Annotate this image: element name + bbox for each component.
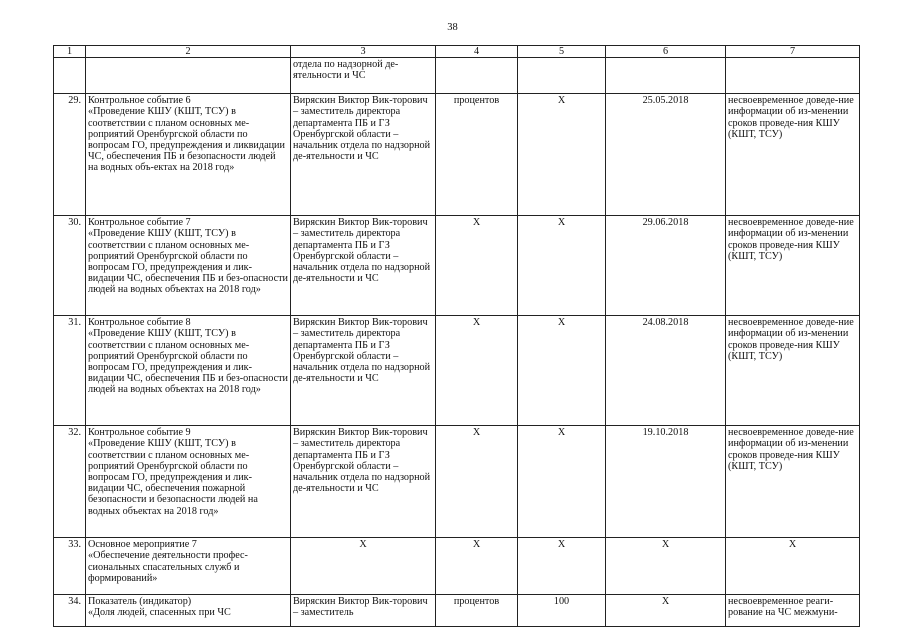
date-cell: Х	[606, 538, 726, 595]
unit-cell: Х	[436, 426, 518, 538]
event-cell: Показатель (индикатор) «Доля людей, спасенных при ЧС	[86, 595, 291, 627]
date-cell: 25.05.2018	[606, 94, 726, 216]
value-cell: Х	[518, 216, 606, 316]
row-number-cell	[54, 58, 86, 94]
value-cell	[518, 58, 606, 94]
responsible-cell: Х	[291, 538, 436, 595]
unit-cell: Х	[436, 316, 518, 426]
event-cell: Контрольное событие 6 «Проведение КШУ (КШТ, ТСУ) в соответствии с планом основных ме-роприятий Оренбургской области по вопросам ГО, предупреждения и ликвидации ЧС, обеспечения ПБ и безопасности людей на водных объ-ектах на 2018 год»	[86, 94, 291, 216]
unit-cell: процентов	[436, 94, 518, 216]
column-number: 4	[436, 46, 518, 58]
risk-cell: Х	[726, 538, 860, 595]
responsible-cell: Виряскин Виктор Вик-торович – заместитель директора департамента ПБ и ГЗ Оренбургской области – начальник отдела по надзорной де-ятельности и ЧС	[291, 426, 436, 538]
value-cell: Х	[518, 94, 606, 216]
risk-cell: несвоевременное доведе-ние информации об из-менении сроков проведе-ния КШУ (КШТ, ТСУ)	[726, 94, 860, 216]
column-number: 2	[86, 46, 291, 58]
risk-cell: несвоевременное доведе-ние информации об из-менении сроков проведе-ния КШУ (КШТ, ТСУ)	[726, 216, 860, 316]
row-number-cell: 30.	[54, 216, 86, 316]
unit-cell: процентов	[436, 595, 518, 627]
event-cell	[86, 58, 291, 94]
unit-cell	[436, 58, 518, 94]
risk-cell: несвоевременное доведе-ние информации об из-менении сроков проведе-ния КШУ (КШТ, ТСУ)	[726, 316, 860, 426]
risk-cell: несвоевременное реаги-рование на ЧС межмуни-	[726, 595, 860, 627]
row-number-cell: 32.	[54, 426, 86, 538]
unit-cell: Х	[436, 538, 518, 595]
event-cell: Контрольное событие 8 «Проведение КШУ (КШТ, ТСУ) в соответствии с планом основных ме-роприятий Оренбургской области по вопросам ГО, предупреждения и лик-видации ЧС, обеспечения ПБ и без-опасности людей на водных объектах на 2018 год»	[86, 316, 291, 426]
responsible-cell: Виряскин Виктор Вик-торович – заместитель	[291, 595, 436, 627]
column-number: 1	[54, 46, 86, 58]
event-cell: Контрольное событие 7 «Проведение КШУ (КШТ, ТСУ) в соответствии с планом основных ме-роприятий Оренбургской области по вопросам ГО, предупреждения и лик-видации ЧС, обеспечения ПБ и без-опасности людей на водных объектах на 2018 год»	[86, 216, 291, 316]
date-cell: Х	[606, 595, 726, 627]
column-number: 3	[291, 46, 436, 58]
value-cell: Х	[518, 316, 606, 426]
unit-cell: Х	[436, 216, 518, 316]
table-row	[54, 94, 860, 216]
page-number: 38	[447, 22, 458, 33]
row-number-cell: 31.	[54, 316, 86, 426]
table-row	[54, 538, 860, 595]
value-cell: Х	[518, 426, 606, 538]
date-cell: 19.10.2018	[606, 426, 726, 538]
date-cell: 29.06.2018	[606, 216, 726, 316]
row-number-cell: 34.	[54, 595, 86, 627]
row-number-cell: 29.	[54, 94, 86, 216]
event-cell: Контрольное событие 9 «Проведение КШУ (КШТ, ТСУ) в соответствии с планом основных ме-роприятий Оренбургской области по вопросам ГО, предупреждения и лик-видации ЧС, обеспечения пожарной безопасности и безопасности людей на водных объектах на 2018 год»	[86, 426, 291, 538]
responsible-cell: отдела по надзорной де- ятельности и ЧС	[291, 58, 436, 94]
value-cell: Х	[518, 538, 606, 595]
risk-cell	[726, 58, 860, 94]
value-cell: 100	[518, 595, 606, 627]
column-number: 5	[518, 46, 606, 58]
table-row	[54, 316, 860, 426]
table-row	[54, 426, 860, 538]
date-cell: 24.08.2018	[606, 316, 726, 426]
continuation-row	[54, 58, 860, 94]
column-number-row	[54, 46, 860, 58]
column-number: 7	[726, 46, 860, 58]
date-cell	[606, 58, 726, 94]
table-row	[54, 595, 860, 627]
risk-cell: несвоевременное доведе-ние информации об из-менении сроков проведе-ния КШУ (КШТ, ТСУ)	[726, 426, 860, 538]
responsible-cell: Виряскин Виктор Вик-торович – заместитель директора департамента ПБ и ГЗ Оренбургской области – начальник отдела по надзорной де-ятельности и ЧС	[291, 94, 436, 216]
measures-table	[53, 45, 860, 627]
responsible-cell: Виряскин Виктор Вик-торович – заместитель директора департамента ПБ и ГЗ Оренбургской области – начальник отдела по надзорной де-ятельности и ЧС	[291, 216, 436, 316]
table-row	[54, 216, 860, 316]
responsible-cell: Виряскин Виктор Вик-торович – заместитель директора департамента ПБ и ГЗ Оренбургской области – начальник отдела по надзорной де-ятельности и ЧС	[291, 316, 436, 426]
event-cell: Основное мероприятие 7 «Обеспечение деятельности профес-сиональных спасательных служб и формирований»	[86, 538, 291, 595]
row-number-cell: 33.	[54, 538, 86, 595]
column-number: 6	[606, 46, 726, 58]
